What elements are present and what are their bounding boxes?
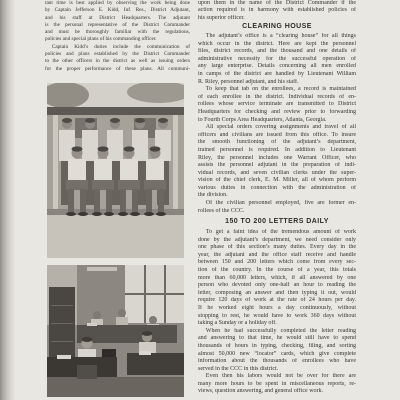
person-hair (85, 118, 95, 123)
paragraph (198, 0, 356, 22)
person-shoe (156, 212, 166, 216)
paragraph (198, 229, 356, 328)
filing-cabinet (49, 287, 75, 357)
text-line: When he had successfully completed the letter reading (205, 327, 356, 334)
window-mullion (125, 293, 184, 295)
person-leg (80, 189, 86, 213)
person-shirt (107, 130, 123, 161)
person-leg (68, 189, 74, 213)
text-line: year, the adjutant and the office staff receive and handle (198, 251, 356, 258)
text-line: various duties in connection with the administration of (198, 184, 356, 191)
paragraph (198, 200, 356, 215)
text-line: vision of the chief clerk, E. M. Miller, all of whom perform (198, 177, 356, 184)
text-line: trained personnel is required. In addition to Lieutenant (198, 146, 356, 153)
person-shirt (82, 130, 98, 161)
person-leg (158, 189, 164, 213)
text-line: administrative necessity for the successful operation of (198, 55, 356, 62)
typewriter (102, 349, 116, 357)
text-line: vidual records, and seven civilian clerks under the super- (198, 169, 356, 176)
text-line: one phase of this section’s many duties. Every day in the (198, 244, 356, 251)
text-line: by Captain Jefferson E. Kidd, Inf. Res., District Adjutant, (45, 7, 190, 14)
text-line: All special orders covering assignments and travel of all (205, 124, 356, 131)
text-line: many more hours to be spent in miscellaneous reports, re- (198, 380, 356, 387)
text-line: person who devoted only one-half an hour to reading the (198, 282, 356, 289)
text-line: tant time is best applied by observing the work being done (45, 0, 190, 6)
text-line: Of the civilian personnel employed, five are former en- (205, 200, 356, 207)
person-lap (118, 180, 140, 190)
text-line: upon them in the name of the District Commander if the (198, 0, 356, 6)
office-photo (47, 265, 184, 397)
right-column-opening (198, 0, 356, 22)
text-line: taking a Sunday or a holiday off. (198, 320, 277, 327)
text-line: Captain Kidd’s duties include the communication of (51, 43, 190, 50)
text-line: To get a faint idea of the tremendous amount of work (205, 229, 356, 235)
person-hair (150, 146, 161, 151)
floor (47, 377, 184, 397)
text-line: the smooth functioning of the adjutant’s department, (198, 139, 356, 146)
person-leg (106, 189, 112, 213)
person-shirt (120, 159, 138, 181)
text-line: letter, composing an answer and then typing it out, would (198, 289, 356, 296)
person-hair (142, 331, 152, 336)
person-shirt (94, 159, 112, 181)
ground (47, 213, 184, 258)
text-line: served in the CCC in this district. (198, 365, 279, 372)
person-shoe (92, 212, 102, 216)
text-line: for the proper performance of these plans. All communi- (45, 65, 190, 72)
section-heading-letters-daily: 150 TO 200 LETTERS DAILY (225, 218, 329, 225)
text-line: policies and plans established by the District Commander (45, 51, 190, 58)
paragraph (45, 0, 190, 44)
paragraph (198, 33, 356, 86)
front-desk (127, 353, 184, 375)
text-line: rollees whose service terminate are transmitted to District (198, 101, 356, 108)
person-leg (94, 189, 100, 213)
text-line: rollees of the CCC. (198, 207, 245, 214)
text-line: policies and special plans of his commanding officer. (45, 36, 157, 43)
roof-eave (47, 107, 184, 115)
text-line: Headquarters for checking and review prior to forwarding (198, 108, 356, 115)
person-shoe (130, 212, 140, 216)
cabinet-drawer-line (51, 305, 73, 306)
text-line: thousands of hours in typing, checking, filing, and sorting (198, 342, 356, 349)
cabinet-drawer-line (51, 341, 73, 342)
person-hair (110, 118, 120, 123)
text-line: and answering to that time, he would still have to spend (198, 335, 356, 342)
text-line: the division. (198, 192, 228, 199)
person-lap (144, 180, 166, 190)
person-shoe (104, 212, 114, 216)
section-heading-clearing-house: CLEARING HOUSE (242, 23, 312, 30)
paragraph (198, 328, 356, 374)
text-line: information about the thousands of enrollees who have (198, 358, 356, 365)
text-line: Riley, the personnel includes one Warrant Officer, who (198, 154, 356, 161)
person-hair (82, 337, 93, 342)
person-shoe (144, 212, 154, 216)
person-leg (146, 189, 152, 213)
person-hair (158, 118, 168, 123)
text-line: is the personal representative of the District Commander (45, 21, 190, 28)
person-shirt (146, 159, 164, 181)
person-hair (98, 146, 109, 151)
porch-post (53, 115, 58, 213)
person-hair (135, 118, 145, 123)
person-leg (132, 189, 138, 213)
text-line: which occur in the district. Here are kept the personnel (198, 40, 356, 47)
person-head (149, 316, 157, 324)
person-shoe (66, 212, 76, 216)
letters-daily-section (198, 229, 356, 396)
clearing-house-section (198, 33, 356, 215)
ceiling-light (87, 267, 117, 271)
paragraph (198, 86, 356, 124)
text-line: to the other officers in the district as well as issuing orders (45, 58, 190, 65)
porch-post (173, 115, 178, 213)
person-lap (92, 180, 114, 190)
person-shirt (116, 317, 128, 326)
text-line: The adjutant’s office is a “clearing house” for all things (205, 33, 356, 39)
text-line: done by the adjutant’s department, we need consider only (198, 236, 356, 243)
person-head (93, 311, 101, 319)
person-shirt (132, 130, 148, 161)
person-head (118, 309, 126, 317)
cabinet-drawer-line (51, 323, 73, 324)
text-line: tion of the country. In the course of a year, this totals (198, 266, 356, 273)
text-line: Even then his labors would not be over for there are (205, 373, 356, 380)
chair (77, 365, 97, 379)
paragraph (198, 124, 356, 200)
text-line: views, question answering, and general office work. (198, 388, 324, 395)
person-shirt (59, 130, 75, 161)
text-line: action required is in harmony with established policies of (198, 7, 356, 14)
text-line: To keep that tab on the enrollees, a record is maintained (205, 86, 356, 93)
left-column (45, 0, 190, 73)
group-photo (47, 83, 184, 258)
person-shoe (78, 212, 88, 216)
text-line: officers and civilians are issued from this office. To insure (198, 131, 356, 138)
paragraph (45, 44, 190, 73)
text-line: more than 60,000 letters, which, if all answered by one (198, 274, 356, 281)
person-leg (120, 189, 126, 213)
text-line: his superior officer. (198, 14, 245, 21)
paragraph (198, 373, 356, 396)
paper (57, 355, 71, 359)
text-line: to Fourth Corps Area Headquarters, Atlanta, Georgia. (198, 116, 327, 123)
person-lap (66, 180, 88, 190)
text-line: assists the personnel adjutant in the preparation of indi- (198, 162, 356, 169)
text-line: in camps of the district are handled by Lieutenant William (198, 70, 356, 77)
person-hair (62, 118, 72, 123)
text-line: stopping to rest, he would have to work 360 days without (198, 312, 356, 319)
text-line: almost 50,000 new “locator” cards, which give complete (198, 350, 356, 357)
person-shirt (68, 159, 86, 181)
text-line: and must be thoroughly familiar with the regulations, (45, 29, 190, 36)
person-shoe (118, 212, 128, 216)
text-line: between 150 and 200 letters which come from every sec- (198, 259, 356, 266)
person-hair (72, 146, 83, 151)
text-line: If he worked eight hours a day continuously, without (198, 304, 356, 311)
text-line: R. Riley, personnel adjutant, and his staff. (198, 78, 299, 85)
text-line: of each enrollee in the district. Individual records of en- (198, 93, 356, 100)
text-line: and his staff at District Headquarters. The adjutant (45, 14, 190, 21)
text-line: any large enterprise. Details concerning all men enrolled (198, 63, 356, 70)
page-binding-shadow (0, 0, 16, 400)
paper (87, 323, 97, 326)
person-hair (124, 146, 135, 151)
paper (139, 351, 151, 355)
text-line: files, district records, and the thousand and one details of (198, 48, 356, 55)
text-line: require 120 days of work at the rate of 24 hours per day. (198, 297, 356, 304)
